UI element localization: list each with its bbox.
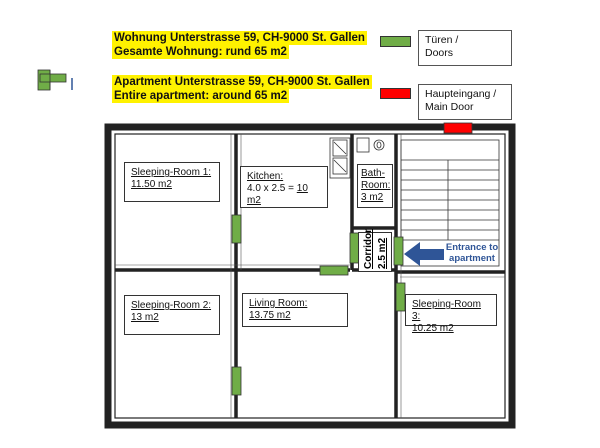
door-symbol-icon	[38, 70, 72, 90]
door-legend-line2: Doors	[425, 47, 454, 59]
entrance-arrow-icon	[404, 242, 444, 266]
door-legend-line1: Türen /	[425, 34, 459, 46]
room-corridor	[358, 229, 392, 272]
main-door-legend-line1: Haupteingang /	[425, 88, 497, 100]
room-living: Living Room: 13.75 m2	[242, 293, 348, 327]
header-de-line1: Wohnung Unterstrasse 59, CH-9000 St. Gallen	[114, 32, 365, 44]
door-living-kitchen	[320, 266, 348, 275]
kitchen-fixtures	[330, 138, 350, 178]
room-kitchen: Kitchen: 4.0 x 2.5 = 10 m2	[240, 166, 328, 208]
header-de-line2: Gesamte Wohnung: rund 65 m2	[114, 46, 287, 58]
door-corridor-stairs	[394, 237, 403, 265]
door-kitchen-sleeping1	[232, 215, 241, 243]
header-en-line2: Entire apartment: around 65 m2	[114, 90, 288, 102]
bath-fixtures	[357, 138, 384, 152]
main-door-legend-line2: Main Door	[425, 101, 474, 113]
door-living-sleeping2	[232, 367, 241, 395]
room-sleeping2: Sleeping-Room 2: 13 m2	[124, 295, 220, 335]
room-sleeping3: Sleeping-Room 3: 10.25 m2	[405, 294, 497, 326]
room-bath: Bath- Room: 3 m2	[357, 164, 393, 208]
corridor-area: 2.5 m2	[377, 237, 388, 269]
main-door	[444, 123, 472, 133]
header-en-line1: Apartment Unterstrasse 59, CH-9000 St. Gallen	[114, 76, 370, 88]
corridor-name: Corridor	[363, 229, 374, 269]
room-sleeping1: Sleeping-Room 1: 11.50 m2	[124, 162, 220, 202]
entrance-label: Entrance to apartment	[445, 242, 499, 264]
door-sleeping3	[396, 283, 405, 311]
